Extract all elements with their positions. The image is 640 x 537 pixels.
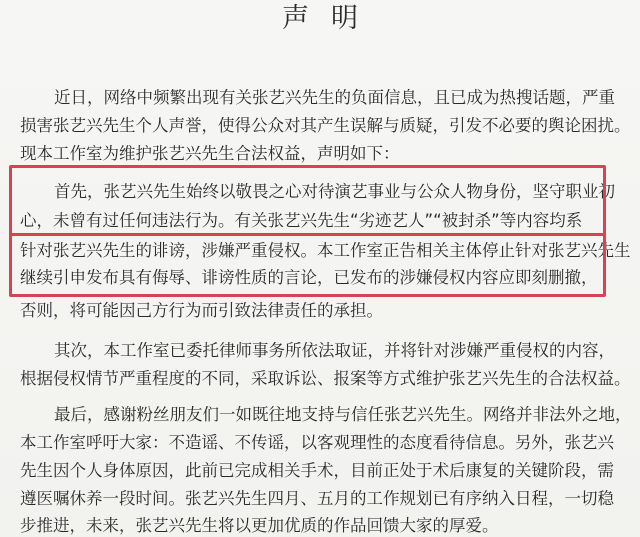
paragraph-1-line-3: 现本工作室为维护张艺兴先生合法权益，声明如下： <box>20 144 400 163</box>
paragraph-3-line-2: 根据侵权情节严重程度的不同，采取诉讼、报案等方式维护张艺兴先生的合法权益。 <box>20 369 631 388</box>
paragraph-3-line-1: 其次，本工作室已委托律师事务所依法取证，并将针对涉嫌严重侵权的内容， <box>54 341 615 360</box>
paragraph-2-line-3: 针对张艺兴先生的诽谤，涉嫌严重侵权。本工作室正告相关主体停止针对张艺兴先生 <box>20 241 631 260</box>
paragraph-4-line-2: 本工作室呼吁大家：不造谣、不传谣，以客观理性的态度看待信息。另外，张艺兴 <box>20 433 614 452</box>
paragraph-1-line-1: 近日，网络中频繁出现有关张艺兴先生的负面信息，且已成为热搜话题，严重 <box>54 88 615 107</box>
paragraph-2-line-4: 继续引申发布具有侮辱、诽谤性质的言论，已发布的涉嫌侵权内容应即刻删撤， <box>20 268 598 287</box>
paragraph-4-line-4: 遵医嘱休养一段时间。张艺兴先生四月、五月的工作规划已有序纳入日程，一切稳 <box>20 489 614 508</box>
paragraph-2-line-5: 否则，将可能因己方行为而引致法律责任的承担。 <box>20 301 383 320</box>
paragraph-1-line-2: 损害张艺兴先生个人声誉，使得公众对其产生误解与质疑，引发不必要的舆论困扰。 <box>20 116 631 135</box>
paragraph-4-line-3: 先生因个人身体原因，此前已完成相关手术，目前正处于术后康复的关键阶段，需 <box>20 461 614 480</box>
paragraph-2-line-1: 首先，张艺兴先生始终以敬畏之心对待演艺事业与公众人物身份，坚守职业初 <box>54 182 615 201</box>
paragraph-4-line-1: 最后，感谢粉丝朋友们一如既往地支持与信任张艺兴先生。网络并非法外之地， <box>54 405 632 424</box>
paragraph-4-line-5: 步推进，未来，张艺兴先生将以更加优质的作品回馈大家的厚爱。 <box>20 516 499 535</box>
document-title: 声明 <box>282 3 380 34</box>
paragraph-2-line-2: 心，未曾有过任何违法行为。有关张艺兴先生“劣迹艺人”“被封杀”等内容均系 <box>20 211 583 230</box>
